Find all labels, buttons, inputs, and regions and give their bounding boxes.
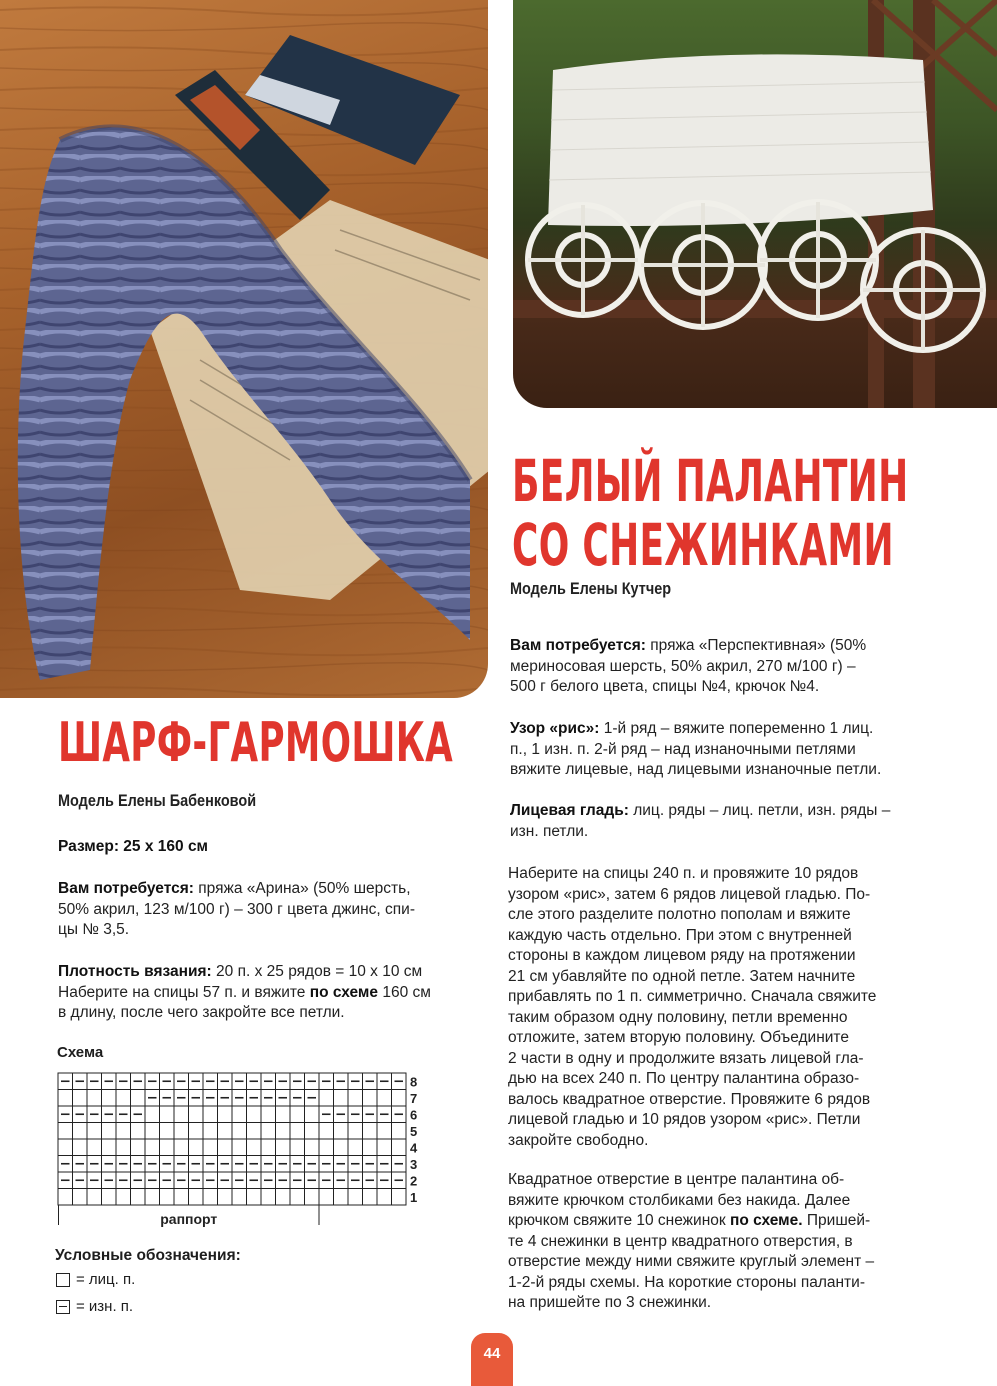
- density-line: в длину, после чего закройте все петли.: [58, 1004, 345, 1021]
- chart-cell: [334, 1123, 349, 1140]
- chart-cell: [247, 1189, 262, 1206]
- density-label: Плотность вязания:: [58, 963, 212, 980]
- chart-cell: [160, 1139, 175, 1156]
- chart-cell: [261, 1123, 276, 1140]
- chart-row-label: 3: [410, 1157, 418, 1172]
- chart-cell: [203, 1123, 218, 1140]
- chart-cell: [58, 1090, 73, 1107]
- knit-stitch-icon: [56, 1273, 70, 1287]
- chart-cell: [102, 1189, 117, 1206]
- stole-illustration: [513, 0, 997, 408]
- chart-cell: [334, 1090, 349, 1107]
- chart-cell: [348, 1090, 363, 1107]
- para-line: отверстие между ними свяжите круглый элемент –: [508, 1253, 875, 1270]
- chart-cell: [73, 1090, 88, 1107]
- chart-cell: [319, 1090, 334, 1107]
- density-line: 20 п. х 25 рядов = 10 х 10 см: [216, 963, 423, 980]
- chart-cell: [392, 1090, 407, 1107]
- materials-label: Вам потребуется:: [58, 880, 194, 897]
- chart-cell: [87, 1123, 102, 1140]
- chart-cell: [363, 1189, 378, 1206]
- para-line: каждую часть отдельно. При этом с внутренней: [508, 926, 852, 944]
- stole-materials: [510, 636, 866, 698]
- chart-cell: [276, 1106, 291, 1123]
- pattern-line: 1-й ряд – вяжите попеременно 1 лиц.: [603, 720, 874, 737]
- chart-row-label: 5: [410, 1124, 418, 1139]
- chart-cell: [363, 1139, 378, 1156]
- chart-cell: [203, 1139, 218, 1156]
- chart-cell: [348, 1189, 363, 1206]
- chart-cell: [58, 1123, 73, 1140]
- legend-knit: [56, 1271, 135, 1288]
- chart-cell: [58, 1139, 73, 1156]
- chart-cell: [305, 1189, 320, 1206]
- chart-cell: [276, 1123, 291, 1140]
- scarf-photo: [0, 0, 488, 698]
- chart-cell: [87, 1189, 102, 1206]
- scarf-author: Модель Елены Бабенковой: [58, 791, 257, 810]
- chart-cell: [247, 1106, 262, 1123]
- instructions-paragraph-1: [508, 864, 876, 1151]
- pattern-line: вяжите лицевые, над лицевыми изнаночные петли.: [510, 761, 882, 778]
- chart-cell: [377, 1123, 392, 1140]
- chart-cell: [145, 1189, 160, 1206]
- legend-purl-label: = изн. п.: [76, 1298, 134, 1315]
- chart-cell: [102, 1123, 117, 1140]
- chart-cell: [189, 1189, 204, 1206]
- chart-cell: [203, 1189, 218, 1206]
- chart-cell: [319, 1123, 334, 1140]
- stole-author: Модель Елены Кутчер: [510, 579, 672, 598]
- para-line: закройте свободно.: [508, 1131, 649, 1149]
- chart-cell: [145, 1123, 160, 1140]
- density-line: 160 см: [378, 983, 431, 1001]
- chart-row-label: 7: [410, 1091, 418, 1106]
- chart-cell: [73, 1189, 88, 1206]
- chart-cell: [116, 1189, 131, 1206]
- para-line: те 4 снежинки в центр квадратного отверстия, в: [508, 1232, 853, 1250]
- para-line: Квадратное отверстие в центре палантина об-: [508, 1171, 845, 1188]
- stockinette-label: Лицевая гладь:: [510, 802, 629, 819]
- stockinette: [510, 801, 890, 842]
- chart-cell: [174, 1123, 189, 1140]
- chart-cell: [174, 1106, 189, 1123]
- stockinette-line: лиц. ряды – лиц. петли, изн. ряды –: [633, 802, 891, 819]
- chart-cell: [131, 1189, 146, 1206]
- chart-cell: [160, 1123, 175, 1140]
- chart-cell: [232, 1189, 247, 1206]
- chart-cell: [290, 1189, 305, 1206]
- chart-title: Схема: [57, 1044, 104, 1061]
- para-line: лицевой гладью и 10 рядов узором «рис». Петли: [508, 1111, 861, 1128]
- density-bold: по схеме: [309, 983, 379, 1001]
- scarf-density: [58, 962, 431, 1024]
- chart-cell: [116, 1123, 131, 1140]
- chart-row-label: 8: [410, 1074, 418, 1090]
- chart-cell: [363, 1123, 378, 1140]
- chart-cell: [58, 1189, 73, 1206]
- para-line: 1-2-й ряды схемы. На короткие стороны паланти-: [508, 1273, 865, 1291]
- para-line: сле этого разделите полотно пополам и вяжите: [508, 906, 851, 923]
- stole-title-line2: СО СНЕЖИНКАМИ: [512, 511, 894, 579]
- chart-cell: [218, 1189, 233, 1206]
- chart-cell: [261, 1189, 276, 1206]
- stockinette-line: изн. петли.: [510, 822, 589, 840]
- materials-label: Вам потребуется:: [510, 637, 646, 654]
- chart-cell: [334, 1139, 349, 1156]
- chart-cell: [102, 1139, 117, 1156]
- para-line: вяжите крючком столбиками без накида. Далее: [508, 1191, 851, 1209]
- chart-cell: [392, 1139, 407, 1156]
- scarf-materials: [58, 879, 415, 941]
- chart-row-label: 6: [410, 1107, 418, 1123]
- stole-photo: [513, 0, 997, 408]
- chart-cell: [232, 1139, 247, 1156]
- chart-cell: [290, 1123, 305, 1140]
- chart-cell: [189, 1106, 204, 1123]
- chart-cell: [319, 1189, 334, 1206]
- chart-cell: [261, 1139, 276, 1156]
- chart-cell: [218, 1123, 233, 1140]
- chart-cell: [363, 1090, 378, 1107]
- chart-cell: [334, 1189, 349, 1206]
- size-label: Размер:: [58, 838, 119, 855]
- chart-cell: [116, 1139, 131, 1156]
- materials-line: цы № 3,5.: [58, 921, 130, 938]
- para-line: стороны в каждом лицевом ряду на протяжении: [508, 947, 856, 964]
- materials-line: пряжа «Арина» (50% шерсть,: [198, 880, 411, 897]
- chart-cell: [290, 1139, 305, 1156]
- materials-line: пряжа «Перспективная» (50%: [650, 637, 867, 654]
- chart-cell: [160, 1106, 175, 1123]
- density-line: Наберите на спицы 57 п. и вяжите: [58, 983, 310, 1001]
- chart-cell: [73, 1139, 88, 1156]
- para-line: узором «рис», затем 6 рядов лицевой гладью. По-: [508, 885, 871, 903]
- purl-stitch-icon: [56, 1300, 70, 1314]
- chart-cell: [203, 1106, 218, 1123]
- para-bold: по схеме.: [729, 1212, 803, 1229]
- chart-cell: [73, 1123, 88, 1140]
- para-line: дью на всех 240 п. По центру палантина образо-: [508, 1070, 860, 1087]
- instructions-paragraph-2: [508, 1170, 874, 1314]
- para-line: Наберите на спицы 240 п. и провяжите 10 рядов: [508, 865, 859, 882]
- legend-title: Условные обозначения:: [55, 1247, 241, 1264]
- rice-pattern: [510, 719, 881, 781]
- legend-knit-label: = лиц. п.: [76, 1271, 136, 1288]
- chart-cell: [232, 1123, 247, 1140]
- materials-line: 50% акрил, 123 м/100 г) – 300 г цвета джинс, спи-: [58, 900, 415, 918]
- chart-cell: [131, 1090, 146, 1107]
- chart-cell: [116, 1090, 131, 1107]
- chart-cell: [319, 1139, 334, 1156]
- para-line: 2 части в одну и продолжите вязать лицевой гла-: [508, 1049, 864, 1067]
- chart-cell: [348, 1139, 363, 1156]
- para-line: 21 см убавляйте по одной петле. Затем начните: [508, 967, 856, 985]
- para-line: отложите, затем вторую половину. Объедините: [508, 1029, 849, 1046]
- pattern-label: Узор «рис»:: [510, 720, 600, 737]
- chart-cell: [305, 1123, 320, 1140]
- chart-cell: [218, 1139, 233, 1156]
- para-line: валось квадратное отверстие. Провяжите 6 рядов: [508, 1090, 871, 1108]
- materials-line: 500 г белого цвета, спицы №4, крючок №4.: [510, 678, 820, 695]
- chart-cell: [290, 1106, 305, 1123]
- chart-cell: [348, 1123, 363, 1140]
- para-line: прибавлять по 1 п. симметрично. Сначала свяжите: [508, 988, 877, 1005]
- chart-cell: [276, 1189, 291, 1206]
- chart-cell: [189, 1139, 204, 1156]
- chart-cell: [189, 1123, 204, 1140]
- para-line: крючком свяжите 10 снежинок: [508, 1212, 730, 1229]
- chart-cell: [276, 1139, 291, 1156]
- chart-row-label: 4: [410, 1140, 418, 1156]
- para-line: Пришей-: [802, 1212, 871, 1229]
- chart-cell: [174, 1139, 189, 1156]
- chart-cell: [247, 1139, 262, 1156]
- chart-cell: [261, 1106, 276, 1123]
- scarf-title: ШАРФ-ГАРМОШКА: [58, 711, 454, 774]
- stole-title-line1: БЕЛЫЙ ПАЛАНТИН: [512, 447, 909, 515]
- para-line: на пришейте по 3 снежинки.: [508, 1294, 712, 1311]
- scarf-size: [58, 837, 208, 858]
- chart-cell: [131, 1139, 146, 1156]
- para-line: таким образом одну половину, петли временно: [508, 1008, 848, 1026]
- legend-purl: [56, 1298, 133, 1315]
- chart-cell: [174, 1189, 189, 1206]
- page-number: 44: [483, 1345, 501, 1362]
- chart-cell: [160, 1189, 175, 1206]
- chart-cell: [218, 1106, 233, 1123]
- rapport-label: раппорт: [160, 1211, 218, 1227]
- chart-cell: [377, 1090, 392, 1107]
- chart-cell: [131, 1123, 146, 1140]
- chart-cell: [392, 1123, 407, 1140]
- chart-cell: [247, 1123, 262, 1140]
- chart-cell: [305, 1139, 320, 1156]
- materials-line: мериносовая шерсть, 50% акрил, 270 м/100 г) –: [510, 657, 856, 675]
- chart-row-label: 1: [410, 1190, 418, 1205]
- chart-cell: [305, 1106, 320, 1123]
- chart-cell: [377, 1189, 392, 1206]
- scarf-illustration: [0, 0, 488, 698]
- chart-cell: [392, 1189, 407, 1206]
- knitting-chart: [56, 1071, 418, 1231]
- chart-cell: [232, 1106, 247, 1123]
- size-value: 25 х 160 см: [123, 838, 209, 855]
- chart-cell: [102, 1090, 117, 1107]
- chart-cell: [87, 1139, 102, 1156]
- pattern-line: п., 1 изн. п. 2-й ряд – над изнаночными петлями: [510, 740, 856, 758]
- chart-cell: [145, 1139, 160, 1156]
- chart-cell: [87, 1090, 102, 1107]
- chart-row-label: 2: [410, 1173, 418, 1189]
- chart-cell: [145, 1106, 160, 1123]
- page-number-tab: [471, 1333, 513, 1386]
- chart-cell: [377, 1139, 392, 1156]
